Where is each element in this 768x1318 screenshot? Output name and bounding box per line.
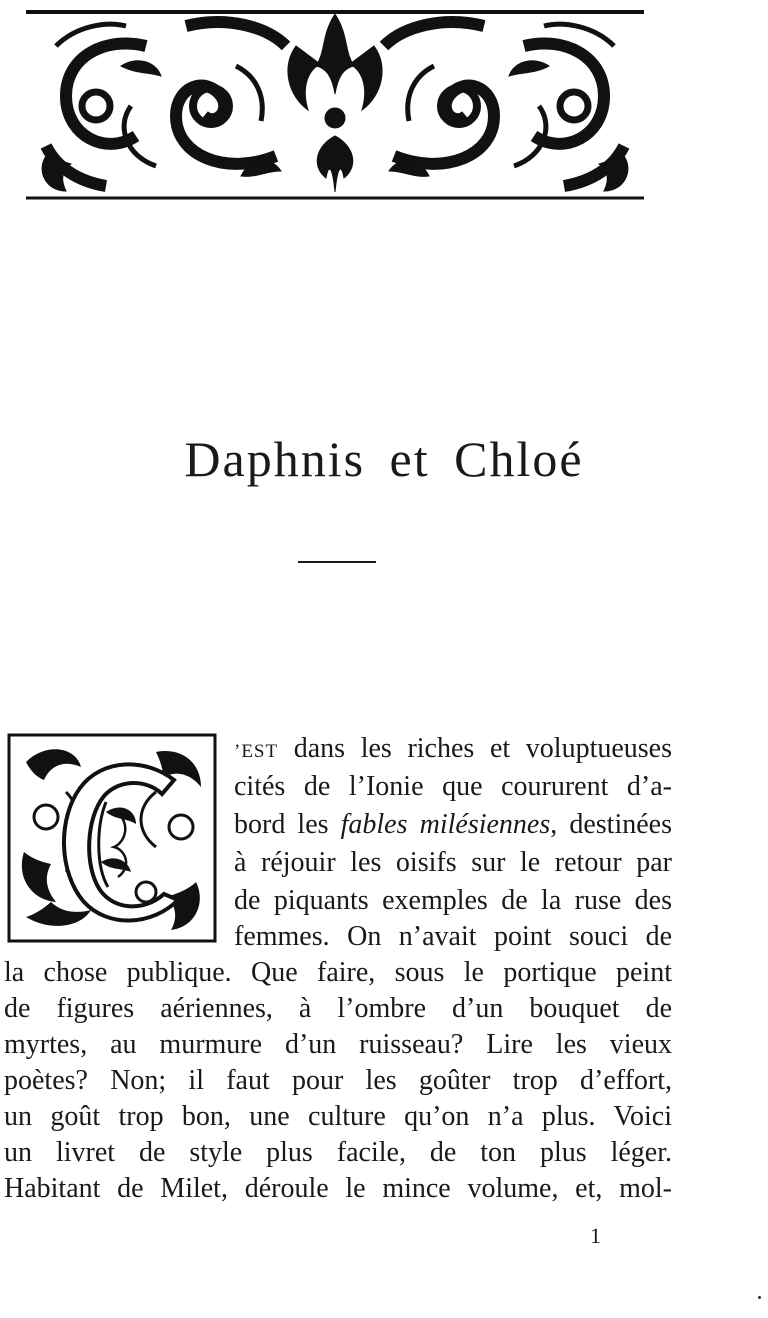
- scan-speck: [758, 1296, 761, 1299]
- text-line-3: [234, 808, 672, 842]
- text-line-2: cités de l’Ionie que coururent d’a-: [234, 771, 672, 802]
- line-3-italic: fables milésiennes: [340, 809, 551, 840]
- line-3-pre: bord les: [234, 809, 341, 840]
- chapter-title: Daphnis et Chloé: [184, 431, 584, 487]
- line-1-rest: dans les riches et voluptueuses: [278, 733, 672, 764]
- text-line-7: la chose publique. Que faire, sous le portique peint: [4, 957, 672, 988]
- text-line-10: poètes? Non; il faut pour les goûter trop d’effort,: [4, 1065, 672, 1096]
- line-3-post: , destinées: [550, 809, 672, 840]
- headpiece-ornament: [26, 6, 644, 202]
- lead-smallcaps: ’EST: [234, 741, 279, 762]
- text-line-8: de figures aériennes, à l’ombre d’un bouquet de: [4, 993, 672, 1024]
- title-rule: [298, 561, 376, 563]
- text-line-5: de piquants exemples de la ruse des: [234, 885, 672, 916]
- text-line-9: myrtes, au murmure d’un ruisseau? Lire les vieux: [4, 1029, 672, 1060]
- text-line-13: Habitant de Milet, déroule le mince volume, et, mol-: [4, 1173, 672, 1204]
- page-number: 1: [590, 1223, 601, 1248]
- text-line-4: à réjouir les oisifs sur le retour par: [234, 847, 672, 878]
- drop-cap-initial: [6, 732, 218, 944]
- text-line-12: un livret de style plus facile, de ton plus léger.: [4, 1137, 672, 1168]
- text-line-6: femmes. On n’avait point souci de: [234, 921, 672, 952]
- text-line-1: [234, 732, 672, 769]
- text-line-11: un goût trop bon, une culture qu’on n’a plus. Voici: [4, 1101, 672, 1132]
